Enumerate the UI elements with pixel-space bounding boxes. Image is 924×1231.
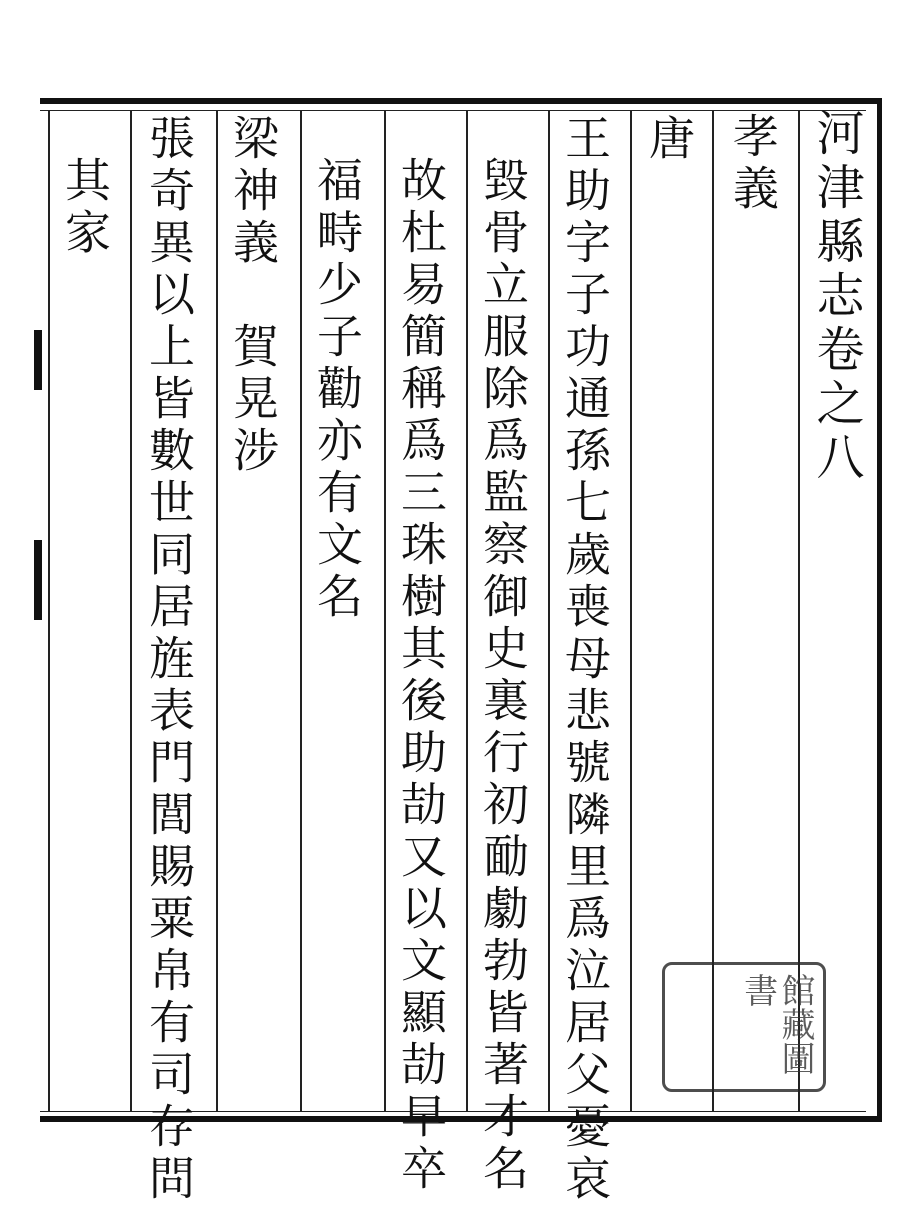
text-column: 毀骨立服除爲監察御史裏行初勔勮勃皆著才名	[476, 156, 530, 1196]
margin-mark-top	[34, 330, 42, 390]
text-column: 其家	[58, 156, 112, 260]
volume-title: 河津縣志卷之八	[808, 108, 864, 486]
column-rule	[48, 110, 50, 1112]
text-column: 張奇異以上皆數世同居旌表門閭賜粟帛有司存問	[142, 114, 196, 1206]
column-rule	[384, 110, 386, 1112]
column-rule	[466, 110, 468, 1112]
section-heading: 孝義	[726, 112, 780, 216]
column-rule	[548, 110, 550, 1112]
column-rule	[630, 110, 632, 1112]
column-rule	[216, 110, 218, 1112]
column-rule	[300, 110, 302, 1112]
text-column: 梁神義 賀晃涉	[226, 114, 280, 478]
text-column: 王助字子功通孫七歲喪母悲號隣里爲泣居父憂哀	[558, 114, 612, 1206]
column-rule	[130, 110, 132, 1112]
library-seal-stamp: 館藏圖書	[662, 962, 826, 1092]
text-column: 故杜易簡稱爲三珠樹其後助劼又以文顯劼早卒	[394, 156, 448, 1196]
text-column: 福畤少子勸亦有文名	[310, 156, 364, 624]
margin-mark-bottom	[34, 540, 42, 620]
dynasty-label: 唐	[642, 114, 696, 166]
